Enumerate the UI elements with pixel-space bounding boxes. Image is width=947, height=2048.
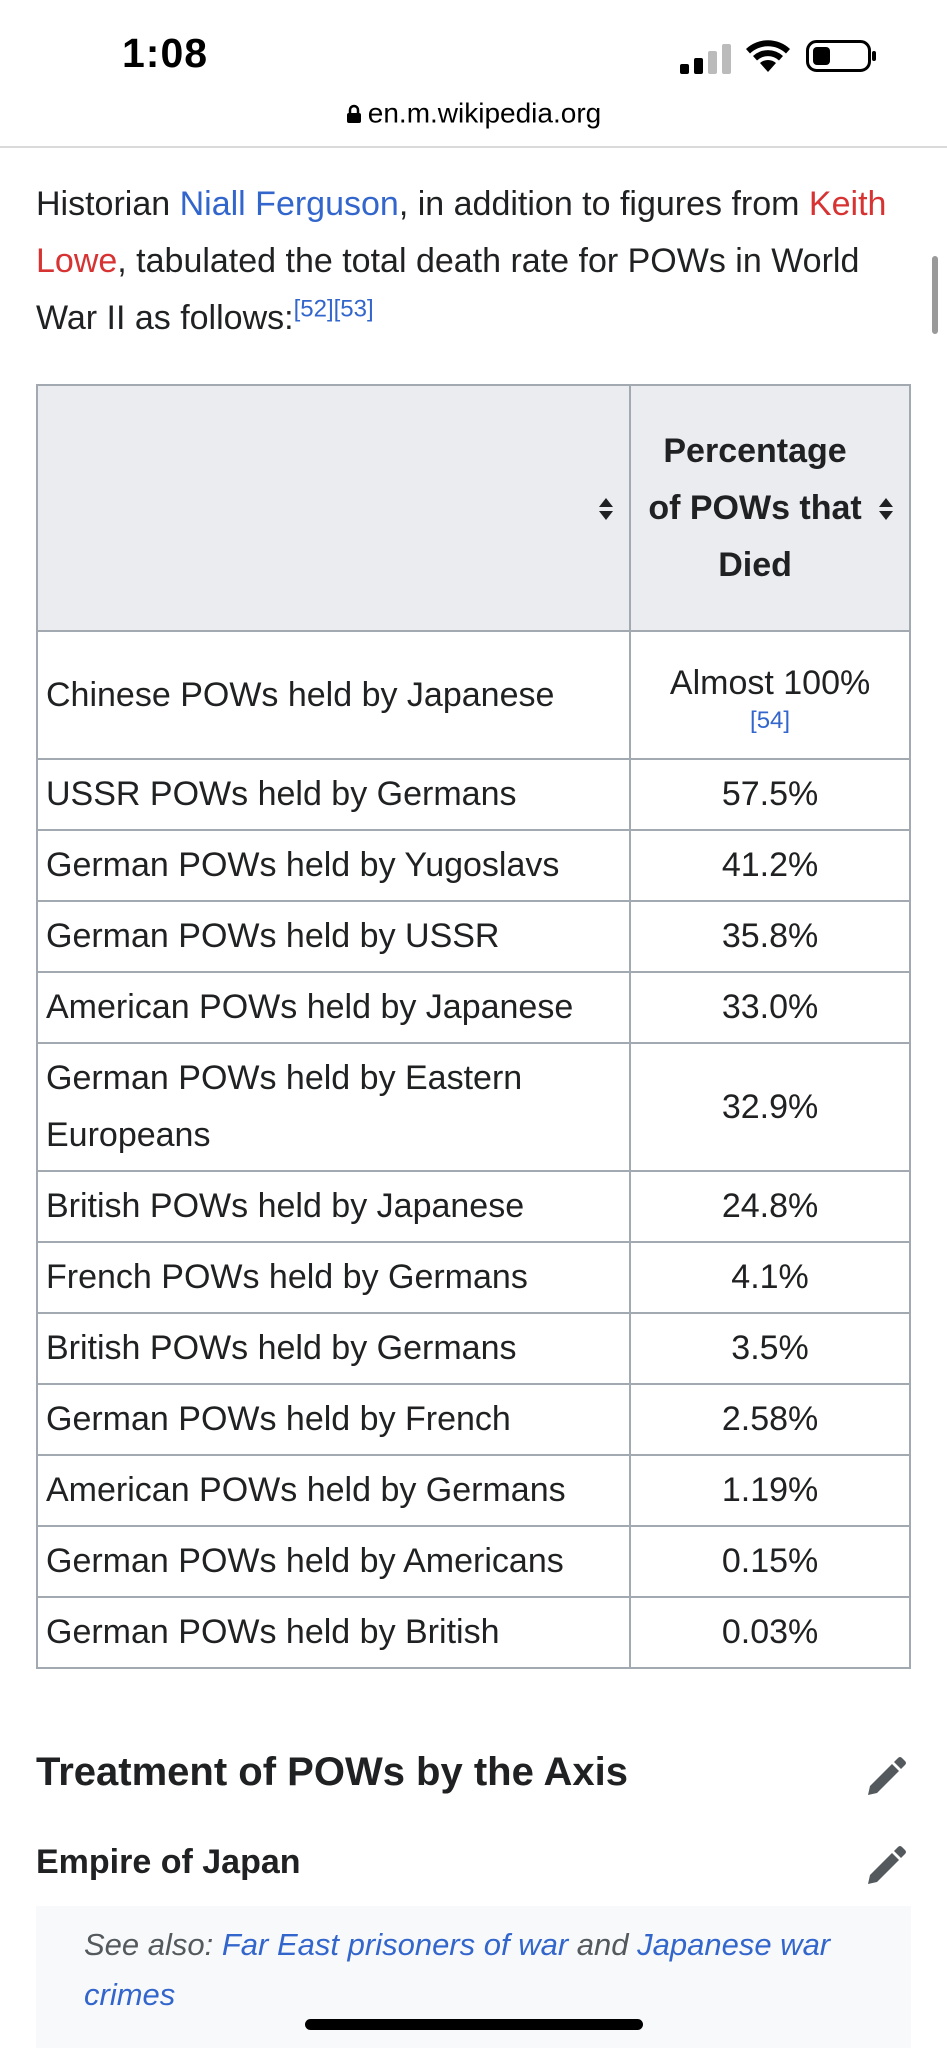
row-label: French POWs held by Germans: [37, 1242, 630, 1313]
row-label: American POWs held by Germans: [37, 1455, 630, 1526]
intro-text-2: , in addition to figures from: [398, 185, 809, 223]
row-value-cell: [630, 631, 910, 759]
row-label: German POWs held by Americans: [37, 1526, 630, 1597]
ref-52[interactable]: [52]: [293, 295, 334, 323]
wifi-icon: [744, 38, 792, 74]
url-bar[interactable]: [0, 96, 947, 146]
pow-death-rate-table: [36, 384, 911, 1669]
link-japanese-war-crimes[interactable]: Japanese war crimes: [84, 1927, 831, 2012]
row-value: Almost 100%: [669, 663, 871, 702]
lock-icon: [346, 104, 362, 124]
table-row: [37, 1043, 910, 1171]
intro-text-1: Historian: [36, 185, 180, 223]
intro-text-3: , tabulated the total death rate for POWs in World War II as follows:: [36, 242, 860, 337]
pencil-icon[interactable]: [864, 1844, 908, 1888]
table-row: [37, 1455, 910, 1526]
ref-54[interactable]: [54]: [750, 706, 791, 734]
row-label: German POWs held by Yugoslavs: [37, 830, 630, 901]
link-niall-ferguson[interactable]: Niall Ferguson: [179, 185, 399, 223]
row-value: 2.58%: [630, 1384, 910, 1455]
subsection-heading-empire-japan[interactable]: Empire of Japan: [36, 1843, 301, 1881]
table-row: [37, 1597, 910, 1668]
row-value: 57.5%: [630, 759, 910, 830]
toolbar-divider: [0, 146, 947, 148]
header-column-1[interactable]: [37, 385, 630, 631]
row-label: British POWs held by Japanese: [37, 1171, 630, 1242]
sort-icon[interactable]: [597, 496, 615, 522]
row-label: German POWs held by British: [37, 1597, 630, 1668]
table-row: [37, 631, 910, 759]
row-value: 24.8%: [630, 1171, 910, 1242]
row-label: German POWs held by USSR: [37, 901, 630, 972]
row-value: 41.2%: [630, 830, 910, 901]
row-label: USSR POWs held by Germans: [37, 759, 630, 830]
cellular-signal-icon: [680, 44, 732, 74]
row-label: American POWs held by Japanese: [37, 972, 630, 1043]
status-time: 1:08: [122, 30, 209, 76]
header-column-2-label: Percentage of POWs that Died: [648, 431, 862, 584]
hatnote-text: [84, 1920, 884, 2020]
url-text: en.m.wikipedia.org: [367, 97, 602, 129]
sort-icon[interactable]: [877, 496, 895, 522]
link-keith-lowe[interactable]: Keith Lowe: [36, 185, 887, 280]
row-value: 1.19%: [630, 1455, 910, 1526]
scrollbar-thumb[interactable]: [932, 256, 938, 334]
row-value: 0.03%: [630, 1597, 910, 1668]
row-value: 35.8%: [630, 901, 910, 972]
hatnote-prefix: See also:: [84, 1927, 222, 1962]
header-column-2[interactable]: [630, 385, 910, 631]
row-label: British POWs held by Germans: [37, 1313, 630, 1384]
table-row: [37, 1384, 910, 1455]
row-value: 4.1%: [630, 1242, 910, 1313]
row-value: 0.15%: [630, 1526, 910, 1597]
row-value: 32.9%: [630, 1043, 910, 1171]
table-row: [37, 759, 910, 830]
table-header-row: [37, 385, 910, 631]
hatnote-and: and: [568, 1927, 638, 1962]
link-far-east-pows[interactable]: Far East prisoners of war: [221, 1927, 569, 1962]
row-label: German POWs held by French: [37, 1384, 630, 1455]
table-row: [37, 1526, 910, 1597]
table-row: [37, 830, 910, 901]
row-value: 3.5%: [630, 1313, 910, 1384]
section-heading-treatment-axis[interactable]: Treatment of POWs by the Axis: [36, 1750, 628, 1794]
home-indicator[interactable]: [305, 2019, 643, 2030]
table-row: [37, 901, 910, 972]
table-row: [37, 1242, 910, 1313]
table-row: [37, 1313, 910, 1384]
ref-53[interactable]: [53]: [333, 295, 374, 323]
battery-icon: [806, 40, 878, 72]
row-label: Chinese POWs held by Japanese: [37, 631, 630, 759]
row-value: 33.0%: [630, 972, 910, 1043]
table-row: [37, 972, 910, 1043]
row-label: German POWs held by Eastern Europeans: [37, 1043, 630, 1171]
pencil-icon[interactable]: [864, 1755, 908, 1799]
table-row: [37, 1171, 910, 1242]
intro-paragraph: [36, 176, 906, 347]
